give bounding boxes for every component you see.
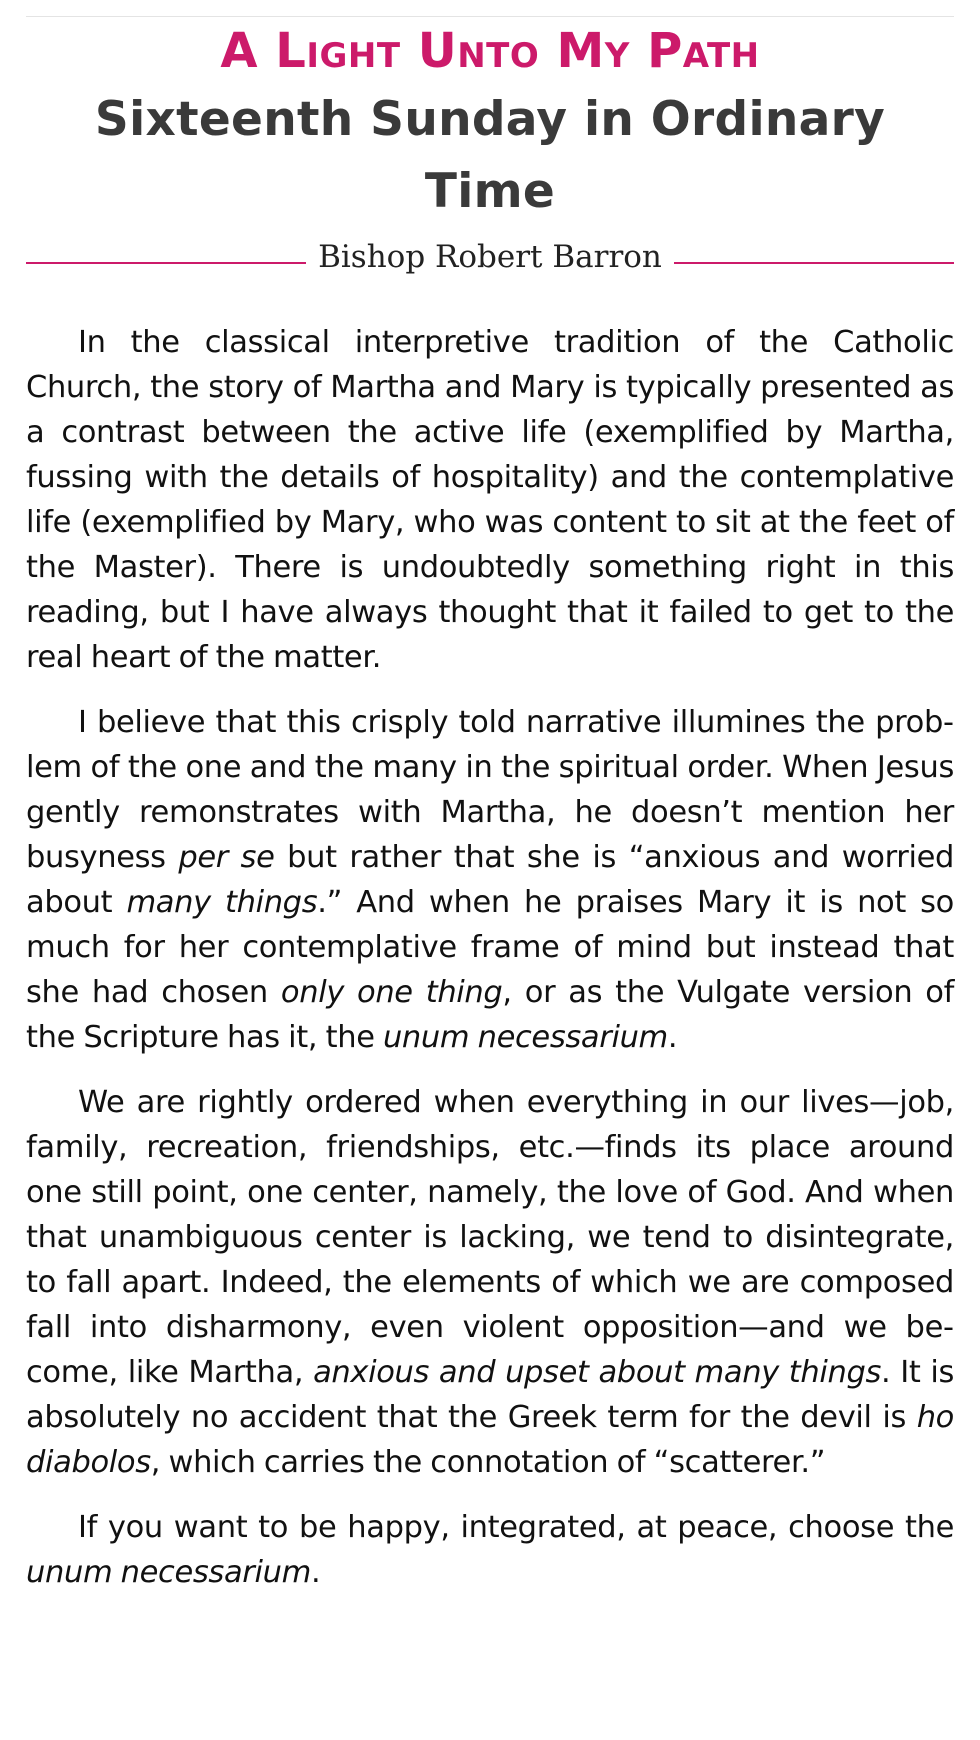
paragraph-1 [26,320,954,680]
paragraph-4 [26,1505,954,1595]
byline-row [26,234,954,280]
text-run: I believe that this crisply told narrative illumines the problem of the one and the many in the spiritual order. When Jesus gently remonstrates with Martha, he doesn’t mention her busyness [26,705,954,875]
paragraph-3 [26,1080,954,1485]
sunday-title: Sixteenth Sunday in Ordinary Time [94,92,886,219]
text-run: If you want to be happy, integrated, at peace, choose the [78,1510,954,1545]
byline-rule-right [674,262,954,264]
text-run: . It is absolutely no accident that the Greek term for the devil is [26,1355,955,1435]
article-body [26,320,954,1595]
text-run: .” And when he praises Mary it is not so much for her contemplative frame of mind but instead that she had chosen [26,885,954,1010]
text-run: , or as the Vulgate version of the Scripture has it, the [26,975,954,1055]
italic-phrase: unum necessarium [382,1020,668,1055]
article [26,18,954,1615]
italic-phrase: only one thing [280,975,503,1010]
byline-rule-left [26,262,306,264]
italic-phrase: per se [178,840,275,875]
text-run: , which carries the connotation of “scatterer.” [150,1445,826,1480]
italic-phrase: anxious and upset about many things [313,1355,882,1390]
paragraph-2 [26,700,954,1060]
text-run: . [667,1020,678,1055]
italic-phrase: ho diabolos [26,1400,954,1480]
italic-phrase: unum necessarium [26,1555,311,1590]
italic-phrase: many things [126,885,318,920]
text-run: but rather that she is “anxious and worried about [26,840,954,920]
text-run: We are rightly ordered when everything in our lives—job, family, recreation, friendships, etc.—finds its place around one still point, one center, namely, the love of God. And when that unambiguous center is lacking, we tend to disintegrate, to fall apart. Indeed, the elements of which we are composed fall into disharmony, even violent opposition—and we become, like Martha, [26,1085,954,1390]
text-run: In the classical interpretive tradition of the Catholic Church, the story of Martha and Mary is typically presented as a contrast between the active life (exemplified by Martha, fussing with the details of hospitality) and the contemplative life (exemplified by Mary, who was content to sit at the feet of the Master). There is undoubtedly something right in this reading, but I have always thought that it failed to get to the real heart of the matter. [26,325,954,675]
author-byline: Bishop Robert Barron [318,239,662,275]
text-run: . [310,1555,321,1590]
top-divider [26,16,954,17]
series-title: A Light Unto My Path [220,23,760,79]
